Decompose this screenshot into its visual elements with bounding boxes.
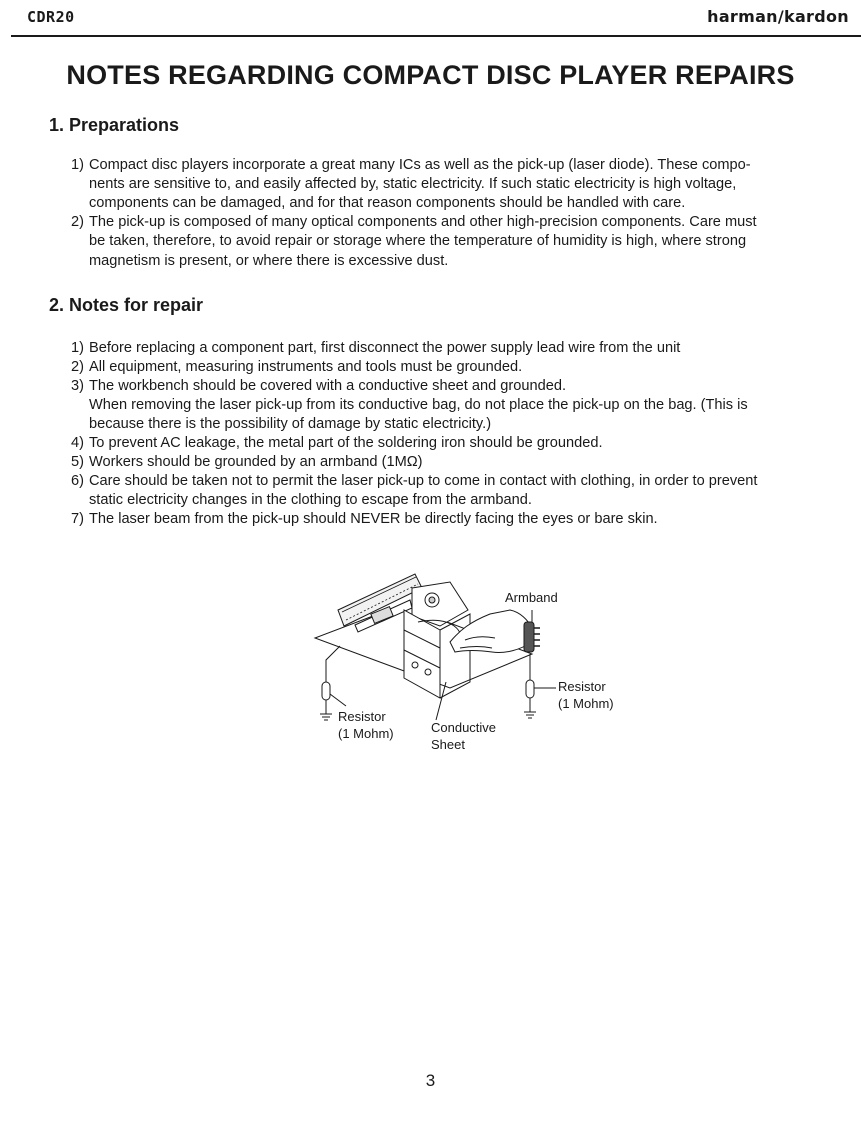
item-text-line: The pick-up is composed of many optical components and other high-precision components. Care must: [89, 214, 757, 230]
armband-label: Armband: [505, 590, 558, 605]
item-text-line: Workers should be grounded by an armband (1MΩ): [89, 454, 423, 470]
list-item: [71, 510, 831, 529]
item-text-line: be taken, therefore, to avoid repair or storage where the temperature of humidity is high, where strong: [89, 233, 747, 249]
item-text-line: magnetism is present, or where there is excessive dust.: [89, 253, 449, 269]
section-heading-notes-for-repair: 2. Notes for repair: [49, 295, 204, 315]
list-item: [71, 377, 831, 434]
preparations-list: [71, 156, 831, 271]
item-text-line: static electricity changes in the clothing to escape from the armband.: [89, 492, 532, 508]
brand-logo: harman/kardon: [707, 7, 849, 26]
resistor-right-label: Resistor (1 Mohm): [558, 679, 614, 711]
item-number: 1): [71, 157, 84, 173]
item-number: 4): [71, 435, 84, 451]
hand-with-armband: [450, 610, 540, 653]
item-number: 6): [71, 473, 84, 489]
item-text-line: When removing the laser pick-up from its conductive bag, do not place the pick-up on the bag. (This is: [89, 397, 748, 413]
list-item: [71, 213, 831, 271]
item-text-line: Compact disc players incorporate a great many ICs as well as the pick-up (laser diode). These compo-: [89, 157, 751, 173]
item-number: 1): [71, 340, 84, 356]
item-text-line: To prevent AC leakage, the metal part of the soldering iron should be grounded.: [89, 435, 603, 451]
page-title: NOTES REGARDING COMPACT DISC PLAYER REPAIRS: [66, 60, 795, 90]
item-text-line: All equipment, measuring instruments and tools must be grounded.: [89, 359, 523, 375]
resistor-left-label: Resistor (1 Mohm): [338, 709, 394, 741]
page-number: 3: [425, 1071, 436, 1090]
item-number: 3): [71, 378, 84, 394]
list-item: [71, 453, 831, 472]
conductive-sheet-label: Conductive Sheet: [431, 720, 497, 752]
item-text-line: Before replacing a component part, first disconnect the power supply lead wire from the unit: [89, 340, 681, 356]
model-code: CDR20: [27, 8, 75, 26]
header-rule: [11, 35, 861, 37]
item-number: 2): [71, 359, 84, 375]
item-text-line: components can be damaged, and for that reason components should be handled with care.: [89, 195, 686, 211]
list-item: [71, 358, 831, 377]
grounding-illustration: [300, 570, 640, 760]
item-number: 5): [71, 454, 84, 470]
item-text-line: nents are sensitive to, and easily affected by, static electricity. If such static electricity is high voltage,: [89, 176, 737, 192]
list-item: [71, 156, 831, 213]
item-text-line: because there is the possibility of damage by static electricity.): [89, 416, 492, 432]
item-text-line: The workbench should be covered with a conductive sheet and grounded.: [89, 378, 567, 394]
section-heading-preparations: 1. Preparations: [49, 115, 180, 135]
repair-notes-list: [71, 339, 831, 529]
list-item: [71, 339, 831, 358]
item-number: 2): [71, 214, 84, 230]
item-text-line: The laser beam from the pick-up should NEVER be directly facing the eyes or bare skin.: [89, 511, 658, 527]
list-item: [71, 434, 831, 453]
list-item: [71, 472, 831, 510]
item-number: 7): [71, 511, 84, 527]
item-text-line: Care should be taken not to permit the laser pick-up to come in contact with clothing, in order to prevent: [89, 473, 758, 489]
